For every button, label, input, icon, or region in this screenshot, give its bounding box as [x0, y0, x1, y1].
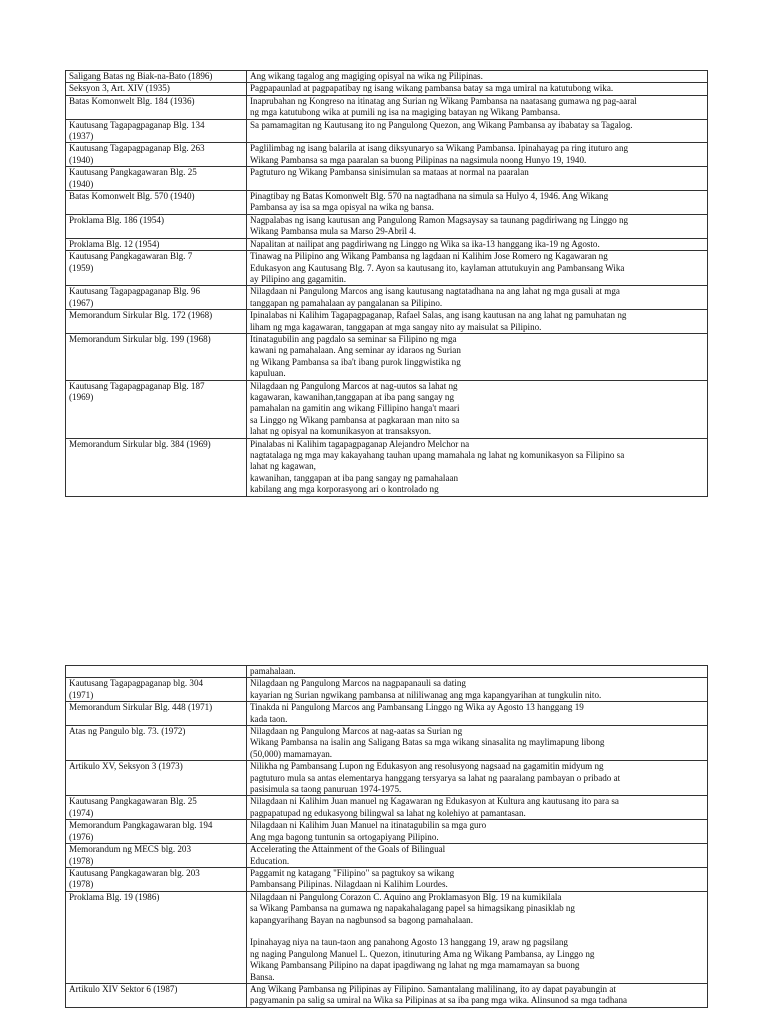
text-line: lahat ng kagawan, [250, 461, 316, 472]
laws-table-top [65, 70, 708, 497]
text-line: Pagpapaunlad at pagpapatibay ng isang wikang pambansa batay sa mga umiral na katutubong wika. [250, 83, 614, 94]
text-line: nagtatalaga ng mga may kakayahang tauhan upang mamahala ng lahat ng komunikasyon sa Filipino sa [250, 450, 625, 460]
text-line: Memorandum ng MECS blg. 203 [69, 844, 192, 855]
text-line: Proklama Blg. 19 (1986) [69, 891, 160, 902]
table-row [66, 214, 708, 238]
law-cell [66, 238, 247, 250]
table-row [66, 167, 708, 191]
description-cell [247, 191, 708, 215]
table-row [66, 761, 708, 796]
law-cell [66, 95, 247, 119]
text-line: kawani ng pamahalaan. Ang seminar ay idaraos ng Surian [250, 345, 461, 356]
text-line: Nilikha ng Pambansang Lupon ng Edukasyon ang resolusyong nagsaad na gagamitin midyum ng [250, 761, 604, 772]
text-line: (1940) [69, 178, 94, 189]
description-cell [247, 333, 708, 380]
table-row [66, 678, 708, 702]
description-cell [247, 844, 708, 868]
text-line: Pinagtibay ng Batas Komonwelt Blg. 570 na nagtadhana na simula sa Hulyo 4, 1946. Ang Wikang [250, 191, 609, 202]
laws-table-bottom [65, 665, 708, 1008]
text-line: Proklama Blg. 186 (1954) [69, 214, 164, 225]
text-line: Saligang Batas ng Biak-na-Bato (1896) [69, 71, 213, 81]
text-line: Kautusang Pangkagawaran Blg. 7 [69, 251, 193, 262]
text-line: Wikang Pambansa mula sa Marso 29-Abril 4. [250, 226, 417, 237]
text-line: Nilagdaan ni Kalihim Juan Manuel na itinatagubilin sa mga guro [250, 820, 487, 831]
text-line: Sa pamamagitan ng Kautusang ito ng Pangulong Quezon, ang Wikang Pambansa ay ibabatay sa Tagalog. [250, 119, 633, 130]
description-cell [247, 867, 708, 891]
text-line: (50,000) mamamayan. [250, 748, 333, 759]
text-line: Nilagdaan ni Pangulong Marcos ang isang kautusang nagtatadhana na ang lahat ng mga gusali at mga [250, 286, 620, 297]
text-line: tanggapan ng pamahalaan ay pangalanan sa Pilipino. [250, 297, 443, 308]
law-cell [66, 666, 247, 678]
law-cell [66, 867, 247, 891]
description-cell [247, 238, 708, 250]
text-line: Tinawag na Pilipino ang Wikang Pambansa ng lagdaan ni Kalihim Jose Romero ng Kagawaran ng [250, 251, 608, 262]
text-line: Nilagdaan ng Pangulong Marcos at nag-aatas sa Surian ng [250, 726, 463, 737]
description-cell [247, 143, 708, 167]
table-row [66, 844, 708, 868]
text-line: kapangyarihang Bayan na nagbunsod sa bagong pamahalaan. [250, 914, 473, 925]
text-line: pagyamanin pa salig sa umiral na Wika sa Pilipinas at sa iba pang mga wika. Alinsunod sa mga tadhana [250, 995, 628, 1006]
text-line: pamahalan na gamitin ang wikang Fillipino hanga't maari [250, 403, 460, 414]
text-line: Pinalabas ni Kalihim tagapagpaganap Alejandro Melchor na [250, 438, 470, 449]
text-line: Kautusang Tagapagpaganap blg. 304 [69, 678, 204, 689]
text-line: Kautusang Pangkagawaran blg. 203 [69, 867, 200, 878]
law-cell [66, 380, 247, 438]
text-line: Ang Wikang Pambansa ng Pilipinas ay Filipino. Samantalang malilinang, ito ay dapat payabungin at [250, 983, 616, 994]
law-cell [66, 333, 247, 380]
text-line: lahat ng opisyal na komunikasyon at transaksyon. [250, 426, 432, 437]
text-line: Education. [250, 855, 290, 866]
text-line: (1959) [69, 262, 94, 273]
text-line: Wikang Pambansang Pilipino na dapat ipagdiwang ng lahat ng mga mamamayan sa buong [250, 960, 580, 971]
text-line: Ipinahayag niya na taun-taon ang panahong Agosto 13 hanggang 19, araw ng pagsilang [250, 937, 568, 948]
text-line [250, 926, 704, 937]
description-cell [247, 891, 708, 983]
table-row [66, 702, 708, 726]
text-line: Kautusang Tagapagpaganap Blg. 96 [69, 286, 201, 297]
text-line: Pambansa ay isa sa mga opisyal na wika ng bansa. [250, 202, 434, 213]
text-line: Accelerating the Attainment of the Goals of Bilingual [250, 844, 446, 855]
law-cell [66, 83, 247, 95]
table-row [66, 251, 708, 286]
table-row [66, 83, 708, 95]
description-cell [247, 95, 708, 119]
text-line: kagawaran, kawanihan,tanggapan at iba pang sangay ng [250, 391, 455, 402]
text-line: Proklama Blg. 12 (1954) [69, 238, 160, 249]
table-row [66, 867, 708, 891]
law-cell [66, 191, 247, 215]
table-row [66, 119, 708, 143]
law-cell [66, 726, 247, 761]
text-line: kabilang ang mga korporasyong ari o kontrolado ng [250, 484, 439, 495]
law-cell [66, 983, 247, 1007]
text-line: Tinakda ni Pangulong Marcos ang Pambansang Linggo ng Wika ay Agosto 13 hanggang 19 [250, 702, 584, 713]
text-line: Bansa. [250, 971, 275, 982]
description-cell [247, 83, 708, 95]
text-line: Itinatagubilin ang pagdalo sa seminar sa Filipino ng mga [250, 333, 457, 344]
text-line: Nilagdaan ni Pangulong Corazon C. Aquino ang Proklamasyon Blg. 19 na kumikilala [250, 891, 562, 902]
table-row [66, 310, 708, 334]
table-row [66, 286, 708, 310]
text-line: Memorandum Pangkagawaran blg. 194 [69, 820, 213, 831]
text-line: (1937) [69, 131, 94, 142]
text-line: Napalitan at nailipat ang pagdiriwang ng Linggo ng Wika sa ika-13 hanggang ika-19 ng Agosto. [250, 238, 600, 249]
table-row [66, 71, 708, 83]
text-line: (1940) [69, 154, 94, 165]
law-cell [66, 310, 247, 334]
text-line: Pambansang Pilipinas. Nilagdaan ni Kalihim Lourdes. [250, 879, 448, 890]
text-line: Seksyon 3, Art. XIV (1935) [69, 83, 170, 94]
table-row [66, 796, 708, 820]
text-line: (1971) [69, 689, 94, 700]
description-cell [247, 702, 708, 726]
description-cell [247, 251, 708, 286]
text-line: (1976) [69, 831, 94, 842]
table-row [66, 380, 708, 438]
table-row [66, 726, 708, 761]
text-line: ng naging Pangulong Manuel L. Quezon, itinuturing Ama ng Wikang Pambansa, ay Linggo ng [250, 948, 595, 959]
law-cell [66, 702, 247, 726]
description-cell [247, 666, 708, 678]
description-cell [247, 214, 708, 238]
law-cell [66, 678, 247, 702]
text-line: Pagtuturo ng Wikang Pambansa sinisimulan sa mataas at normal na paaralan [250, 167, 529, 178]
text-line: Nilagdaan ng Pangulong Marcos at nag-uutos sa lahat ng [250, 380, 458, 391]
text-line: Memorandum Sirkular blg. 384 (1969) [69, 438, 211, 449]
text-line: Artikulo XIV Sektor 6 (1987) [69, 983, 178, 994]
law-cell [66, 214, 247, 238]
text-line: (1974) [69, 807, 94, 818]
table-row [66, 191, 708, 215]
text-line: Atas ng Pangulo blg. 73. (1972) [69, 726, 186, 737]
text-line: pamahalaan. [250, 666, 296, 676]
text-line: Paggamit ng katagang "Filipino" sa pagtukoy sa wikang [250, 867, 455, 878]
law-cell [66, 891, 247, 983]
text-line: Kautusang Pangkagawaran Blg. 25 [69, 167, 197, 178]
text-line: sa Wikang Pambansa na gumawa ng napakahalagang papel sa himagsikang pinasiklab ng [250, 903, 575, 914]
table-row [66, 95, 708, 119]
text-line: Memorandum Sirkular blg. 199 (1968) [69, 333, 211, 344]
text-line: Kautusang Tagapagpaganap Blg. 263 [69, 143, 205, 154]
law-cell [66, 796, 247, 820]
description-cell [247, 286, 708, 310]
text-line: Kautusang Tagapagpaganap Blg. 134 [69, 119, 205, 130]
text-line: Wikang Pambansa na isalin ang Saligang Batas sa mga wikang sinasalita ng maylimapung libong [250, 737, 605, 748]
law-cell [66, 286, 247, 310]
text-line: Nagpalabas ng isang kautusan ang Pangulong Ramon Magsaysay sa taunang pagdiriwang ng Linggo ng [250, 214, 629, 225]
text-line: Nilagdaan ng Pangulong Marcos na nagpapanauli sa dating [250, 678, 466, 689]
text-line: ay Pilipino ang gagamitin. [250, 273, 346, 284]
text-line: Wikang Pambansa sa mga paaralan sa buong Pilipinas na nagsimula noong Hunyo 19, 1940. [250, 154, 587, 165]
table-row [66, 820, 708, 844]
table-row [66, 143, 708, 167]
law-cell [66, 71, 247, 83]
description-cell [247, 310, 708, 334]
text-line: Ang wikang tagalog ang magiging opisyal na wika ng Pilipinas. [250, 71, 483, 81]
table-row [66, 666, 708, 678]
law-cell [66, 143, 247, 167]
description-cell [247, 820, 708, 844]
text-line: Memorandum Sirkular Blg. 172 (1968) [69, 310, 213, 321]
description-cell [247, 726, 708, 761]
description-cell [247, 678, 708, 702]
table-row [66, 983, 708, 1007]
law-cell [66, 167, 247, 191]
text-line: kayarian ng Surian ngwikang pambansa at nililiwanag ang mga kapangyarihan at tungkulin nito. [250, 689, 602, 700]
text-line: Batas Komonwelt Blg. 184 (1936) [69, 95, 195, 106]
text-line: liham ng mga kagawaran, tanggapan at mga sangay nito ay maisulat sa Pilipino. [250, 321, 542, 332]
text-line: kapuluan. [250, 368, 286, 379]
text-line: Artikulo XV, Seksyon 3 (1973) [69, 761, 183, 772]
text-line: (1978) [69, 855, 94, 866]
text-line: ng Wikang Pambansa sa iba't ibang purok linggwistika ng [250, 356, 461, 367]
table-row [66, 238, 708, 250]
text-line: pagtuturo mula sa antas elementarya hanggang tersyarya sa lahat ng paaralang pambayan o pribado at [250, 772, 621, 783]
law-cell [66, 761, 247, 796]
text-line: Ang mga bagong tuntunin sa ortogapiyang Pilipino. [250, 831, 439, 842]
text-line: (1969) [69, 391, 94, 402]
description-cell [247, 167, 708, 191]
text-line: pasisimula sa taong panuruan 1974-1975. [250, 784, 402, 795]
text-line: Inaprubahan ng Kongreso na itinatag ang Surian ng Wikang Pambansa na naatasang gumawa ng pag-aaral [250, 95, 637, 106]
text-line: Kautusang Pangkagawaran Blg. 25 [69, 796, 197, 807]
description-cell [247, 983, 708, 1007]
law-cell [66, 844, 247, 868]
description-cell [247, 380, 708, 438]
law-cell [66, 438, 247, 496]
text-line: Memorandum Sirkular Blg. 448 (1971) [69, 702, 213, 713]
table-row [66, 891, 708, 983]
law-cell [66, 820, 247, 844]
text-line: ng mga katutubong wika at pumili ng isa na magiging batayan ng Wikang Pambansa. [250, 107, 561, 118]
law-cell [66, 251, 247, 286]
text-line: kada taon. [250, 713, 288, 724]
table-row [66, 438, 708, 496]
text-line: Nilagdaan ni Kalihim Juan manuel ng Kagawaran ng Edukasyon at Kultura ang kautusang ito para sa [250, 796, 619, 807]
text-line: pagpapatupad ng edukasyong bilingwal sa lahat ng kolehiyo at pamantasan. [250, 807, 526, 818]
text-line: Kautusang Tagapagpaganap Blg. 187 [69, 380, 205, 391]
table-row [66, 333, 708, 380]
text-line: kawanihan, tanggapan at iba pang sangay ng pamahalaan [250, 472, 459, 483]
text-line: Ipinalabas ni Kalihim Tagapagpaganap, Rafael Salas, ang isang kautusan na ang lahat ng pamuhatan ng [250, 310, 627, 321]
text-line: sa Linggo ng Wikang pambansa at pagkaraan man nito sa [250, 414, 460, 425]
description-cell [247, 119, 708, 143]
text-line: Batas Komonwelt Blg. 570 (1940) [69, 191, 195, 202]
text-line: (1978) [69, 879, 94, 890]
description-cell [247, 796, 708, 820]
description-cell [247, 761, 708, 796]
description-cell [247, 71, 708, 83]
description-cell [247, 438, 708, 496]
text-line: Edukasyon ang Kautusang Blg. 7. Ayon sa kautusang ito, kaylaman attutukuyin ang Pambansang Wika [250, 262, 625, 273]
law-cell [66, 119, 247, 143]
text-line: Paglilimbag ng isang balarila at isang diksyunaryo sa Wikang Pambansa. Ipinahayag pa ring ituturo ang [250, 143, 629, 154]
text-line: (1967) [69, 297, 94, 308]
